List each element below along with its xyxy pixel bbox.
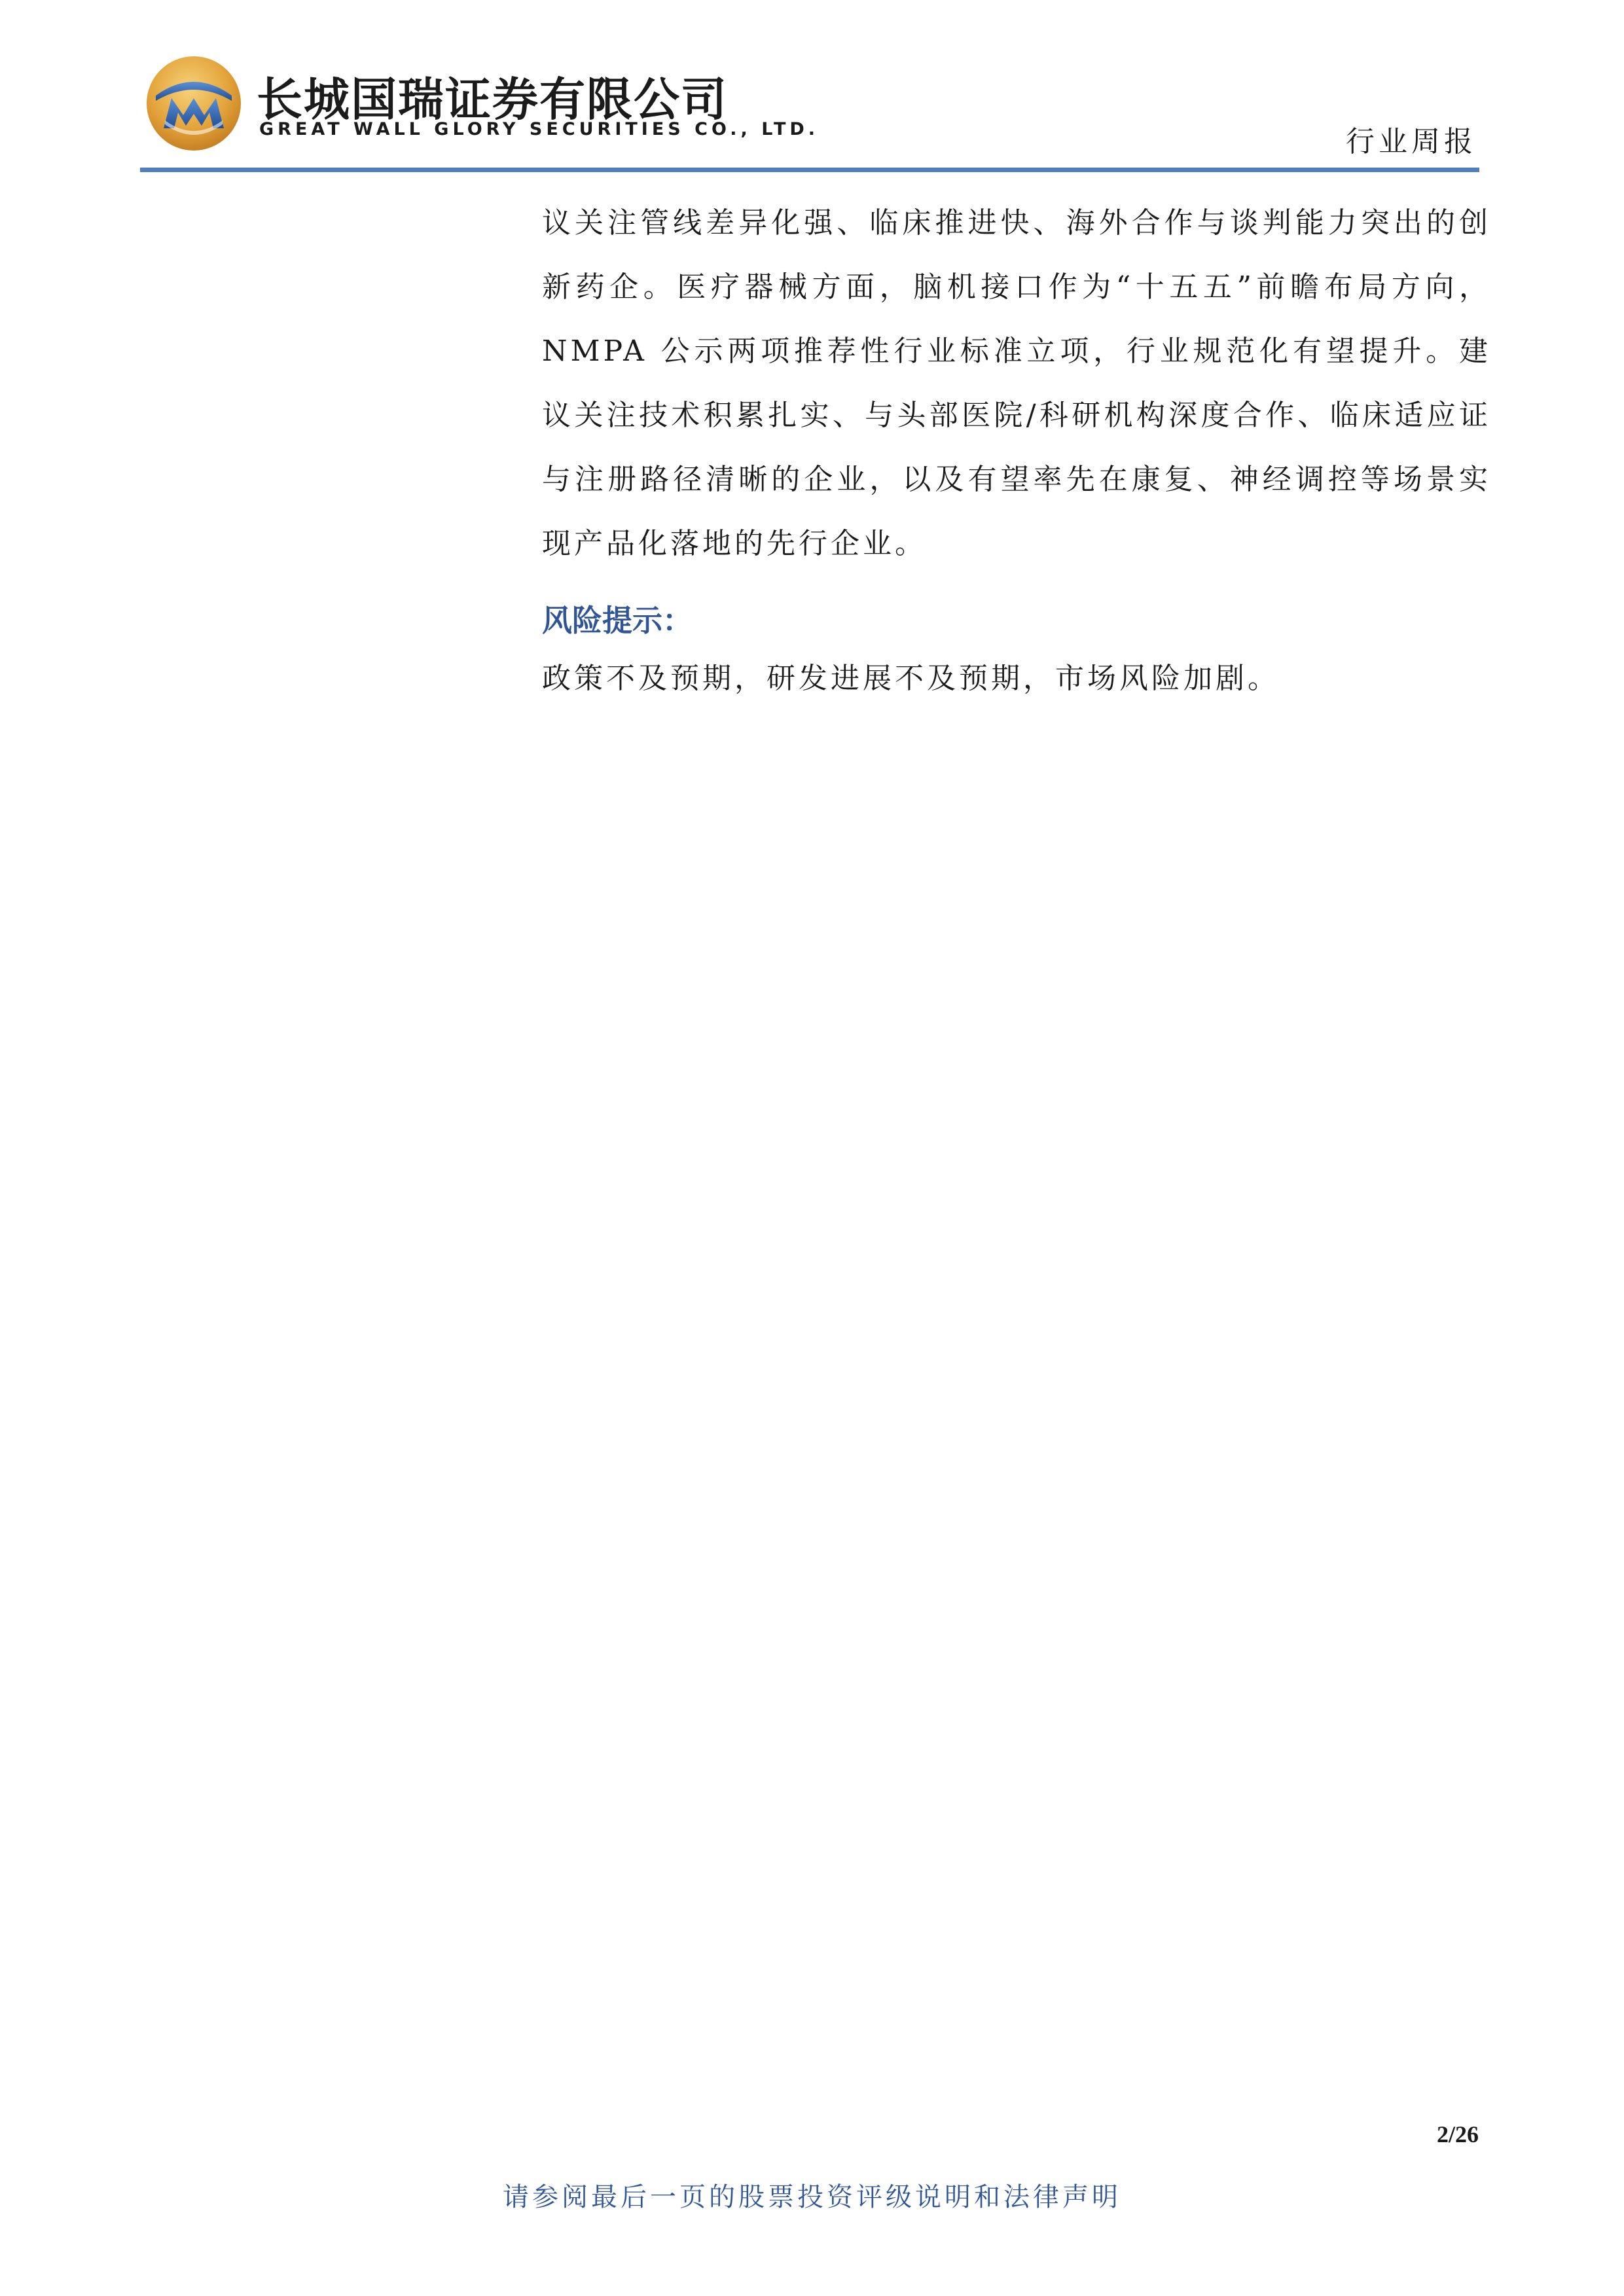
- risk-paragraph: 政策不及预期，研发进展不及预期，市场风险加剧。: [542, 662, 1280, 695]
- header-divider: [140, 168, 1479, 172]
- company-name-cn: 长城国瑞证券有限公司: [257, 73, 728, 126]
- company-name-en: GREAT WALL GLORY SECURITIES CO., LTD.: [259, 119, 820, 139]
- page-header: [0, 0, 1624, 177]
- body-paragraph: 议关注管线差异化强、临床推进快、海外合作与谈判能力突出的创新药企。医疗器械方面，脑机接口作为“十五五”前瞻布局方向，NMPA 公示两项推荐性行业标准立项，行业规范化有望提升。建议关注技术积累扎实、与头部医院/科研机构深度合作、临床适应证与注册路径清晰的企业，以及有望率先在康复、神经调控等场景实现产品化落地的先行企业。: [542, 206, 1491, 560]
- main-content: [542, 191, 1491, 711]
- page-number: 2/26: [1436, 2121, 1479, 2147]
- report-type-label: 行业周报: [1346, 125, 1477, 158]
- footer-disclaimer-link: 请参阅最后一页的股票投资评级说明和法律声明: [503, 2182, 1121, 2212]
- company-logo-icon: [145, 55, 242, 152]
- risk-section-title: 风险提示：: [542, 603, 693, 638]
